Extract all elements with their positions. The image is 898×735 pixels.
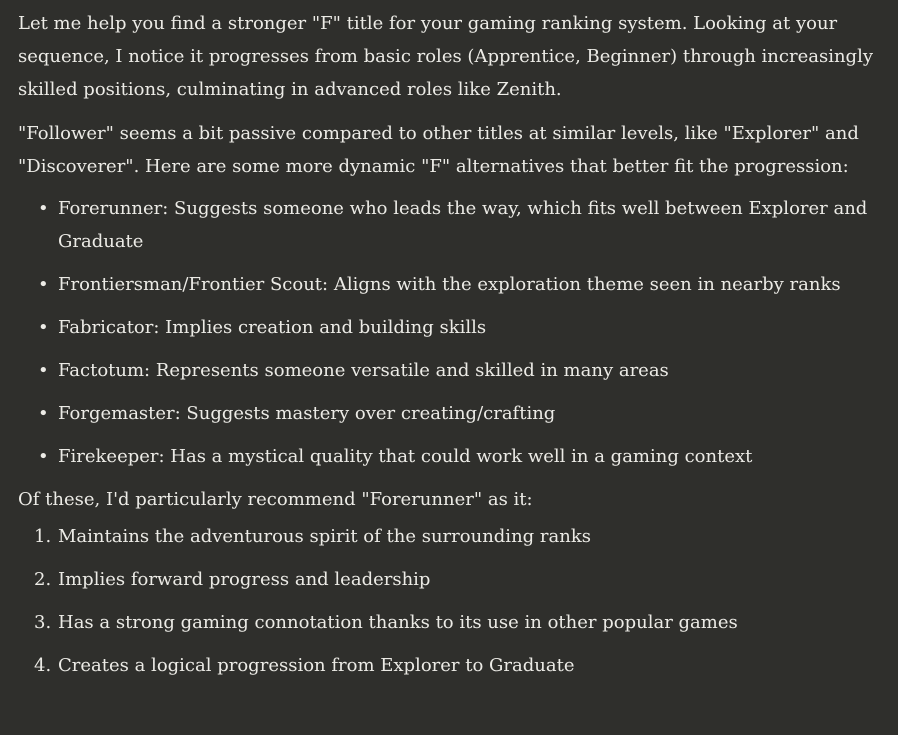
observation-paragraph: "Follower" seems a bit passive compared to other titles at similar levels, like "Explorer" and "Discoverer". Here are some more dynamic "F" alternatives that better fit the progression:: [18, 123, 859, 177]
list-item-text: Creates a logical progression from Explorer to Graduate: [58, 655, 575, 676]
list-item: [18, 440, 880, 473]
list-item-text: Firekeeper: Has a mystical quality that could work well in a gaming context: [58, 446, 753, 467]
list-item: [18, 311, 880, 344]
list-number: 3.: [34, 612, 52, 633]
list-item-text: Frontiersman/Frontier Scout: Aligns with the exploration theme seen in nearby ranks: [58, 274, 841, 295]
list-item-text: Forerunner: Suggests someone who leads the way, which fits well between Explorer and Graduate: [58, 198, 868, 252]
list-item: [18, 192, 880, 258]
list-item: [18, 397, 880, 430]
reasons-list: [18, 520, 880, 682]
list-item-text: Factotum: Represents someone versatile and skilled in many areas: [58, 360, 669, 381]
intro-paragraph: Let me help you find a stronger "F" title for your gaming ranking system. Looking at your sequence, I notice it progresses from basic roles (Apprentice, Beginner) through increasingly skilled positions, culminating in advanced roles like Zenith.: [18, 13, 874, 100]
list-item: [18, 268, 880, 301]
list-item: [18, 606, 880, 639]
list-item-text: Fabricator: Implies creation and building skills: [58, 317, 487, 338]
list-item: [18, 354, 880, 387]
list-number: 2.: [34, 569, 52, 590]
bullet-icon: •: [38, 360, 49, 381]
bullet-icon: •: [38, 274, 49, 295]
list-item: [18, 563, 880, 596]
list-number: 1.: [34, 526, 52, 547]
list-item-text: Forgemaster: Suggests mastery over creating/crafting: [58, 403, 556, 424]
recommendation-paragraph: Of these, I'd particularly recommend "Forerunner" as it:: [18, 489, 533, 510]
list-item-text: Has a strong gaming connotation thanks to its use in other popular games: [58, 612, 738, 633]
list-item: [18, 520, 880, 553]
bullet-icon: •: [38, 446, 49, 467]
list-item-text: Maintains the adventurous spirit of the surrounding ranks: [58, 526, 591, 547]
list-item: [18, 649, 880, 682]
bullet-icon: •: [38, 317, 49, 338]
bullet-icon: •: [38, 403, 49, 424]
bullet-icon: •: [38, 198, 49, 219]
list-item-text: Implies forward progress and leadership: [58, 569, 431, 590]
alternatives-list: [18, 192, 880, 473]
list-number: 4.: [34, 655, 52, 676]
